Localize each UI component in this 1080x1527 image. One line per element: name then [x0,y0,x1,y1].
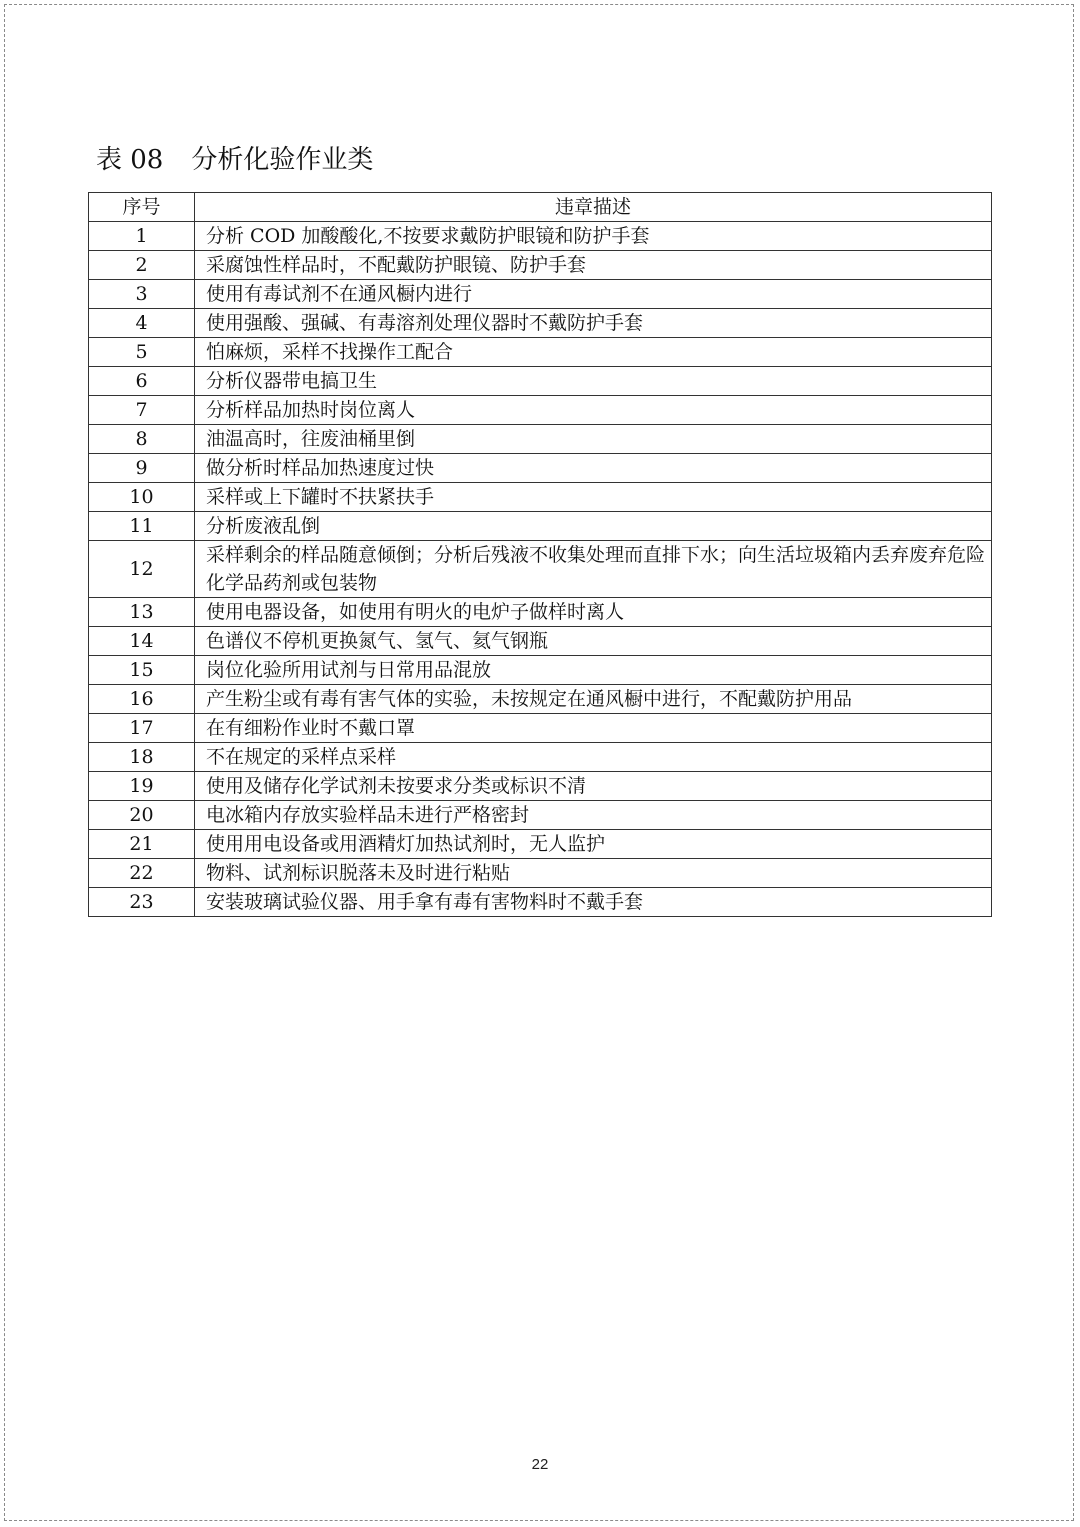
table-row [89,830,992,859]
table-row [89,627,992,656]
row-number: 12 [89,541,195,598]
row-description: 使用及储存化学试剂未按要求分类或标识不清 [195,772,992,801]
row-number: 2 [89,251,195,280]
row-number: 4 [89,309,195,338]
table-row [89,396,992,425]
row-number: 22 [89,859,195,888]
row-description: 采腐蚀性样品时，不配戴防护眼镜、防护手套 [195,251,992,280]
row-number: 9 [89,454,195,483]
row-description: 油温高时，往废油桶里倒 [195,425,992,454]
row-number: 10 [89,483,195,512]
row-number: 17 [89,714,195,743]
row-number: 1 [89,222,195,251]
row-number: 11 [89,512,195,541]
row-number: 3 [89,280,195,309]
row-description: 使用电器设备，如使用有明火的电炉子做样时离人 [195,598,992,627]
row-number: 5 [89,338,195,367]
table-row [89,743,992,772]
row-number: 20 [89,801,195,830]
table-row [89,541,992,598]
row-number: 13 [89,598,195,627]
row-description: 分析 COD 加酸酸化,不按要求戴防护眼镜和防护手套 [195,222,992,251]
row-number: 21 [89,830,195,859]
table-title [96,140,373,180]
page-number: 22 [531,1456,549,1473]
row-description: 产生粉尘或有毒有害气体的实验，未按规定在通风橱中进行，不配戴防护用品 [195,685,992,714]
violations-table [88,192,992,917]
table-row [89,714,992,743]
table-row [89,656,992,685]
header-serial-number: 序号 [89,193,195,222]
row-description: 采样或上下罐时不扶紧扶手 [195,483,992,512]
table-row [89,598,992,627]
table-row [89,859,992,888]
table-row [89,222,992,251]
table-number: 表 08 [96,145,164,175]
table-row [89,801,992,830]
row-number: 7 [89,396,195,425]
row-number: 18 [89,743,195,772]
row-number: 8 [89,425,195,454]
table-header-row [89,193,992,222]
row-number: 15 [89,656,195,685]
row-number: 6 [89,367,195,396]
row-description: 做分析时样品加热速度过快 [195,454,992,483]
row-number: 16 [89,685,195,714]
row-description: 电冰箱内存放实验样品未进行严格密封 [195,801,992,830]
table-row [89,772,992,801]
row-description: 采样剩余的样品随意倾倒；分析后残液不收集处理而直排下水；向生活垃圾箱内丢弃废弃危险化学品药剂或包装物 [195,541,992,598]
row-description: 怕麻烦，采样不找操作工配合 [195,338,992,367]
row-description: 岗位化验所用试剂与日常用品混放 [195,656,992,685]
row-description: 分析仪器带电搞卫生 [195,367,992,396]
table-row [89,483,992,512]
table-row [89,251,992,280]
row-description: 分析样品加热时岗位离人 [195,396,992,425]
table-row [89,280,992,309]
table-row [89,309,992,338]
row-description: 在有细粉作业时不戴口罩 [195,714,992,743]
table-caption: 分析化验作业类 [191,145,374,175]
row-description: 使用用电设备或用酒精灯加热试剂时，无人监护 [195,830,992,859]
row-description: 使用有毒试剂不在通风橱内进行 [195,280,992,309]
row-number: 23 [89,888,195,917]
table-row [89,425,992,454]
row-description: 不在规定的采样点采样 [195,743,992,772]
row-description: 分析废液乱倒 [195,512,992,541]
table-row [89,888,992,917]
table-row [89,512,992,541]
row-description: 使用强酸、强碱、有毒溶剂处理仪器时不戴防护手套 [195,309,992,338]
header-violation-description: 违章描述 [195,193,992,222]
row-number: 14 [89,627,195,656]
table-body [89,222,992,917]
row-description: 物料、试剂标识脱落未及时进行粘贴 [195,859,992,888]
table-row [89,367,992,396]
row-number: 19 [89,772,195,801]
table-row [89,685,992,714]
row-description: 色谱仪不停机更换氮气、氢气、氦气钢瓶 [195,627,992,656]
row-description: 安装玻璃试验仪器、用手拿有毒有害物料时不戴手套 [195,888,992,917]
table-row [89,454,992,483]
table-row [89,338,992,367]
